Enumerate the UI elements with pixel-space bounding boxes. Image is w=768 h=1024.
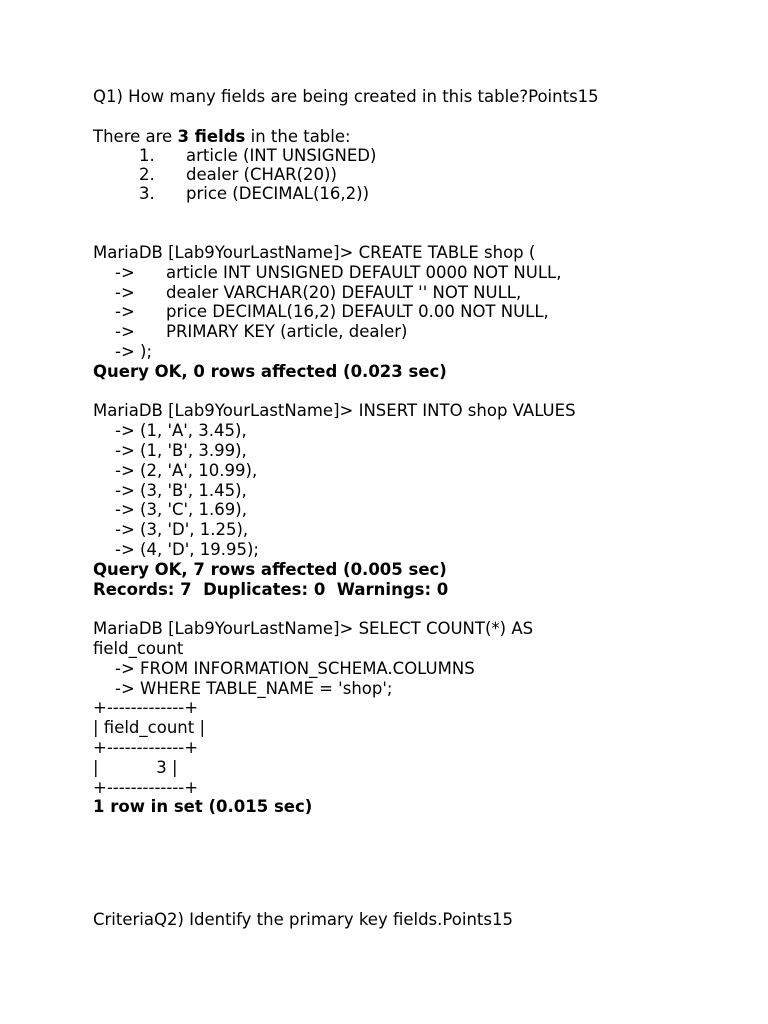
- list-item-text: dealer (CHAR(20)): [186, 165, 337, 185]
- q2-question: CriteriaQ2) Identify the primary key fields.Points15: [93, 910, 513, 930]
- q1-answer-bold: 3 fields: [177, 126, 246, 146]
- list-item-text: price (DECIMAL(16,2)): [186, 184, 370, 204]
- insert-prompt-line: MariaDB [Lab9YourLastName]> INSERT INTO shop VALUES: [93, 401, 576, 421]
- result-table-header: | field_count |: [93, 718, 206, 738]
- field-list: [93, 146, 733, 203]
- select-block: [93, 619, 733, 817]
- continuation-arrow: ->: [115, 282, 135, 302]
- create-prompt-line: MariaDB [Lab9YourLastName]> CREATE TABLE shop (: [93, 242, 536, 262]
- list-item-number: 3.: [139, 184, 155, 204]
- create-result: Query OK, 0 rows affected (0.023 sec): [93, 361, 447, 381]
- insert-row: -> (3, 'C', 1.69),: [115, 500, 247, 520]
- select-from-line: -> FROM INFORMATION_SCHEMA.COLUMNS: [115, 658, 475, 678]
- list-item: [93, 146, 733, 165]
- select-where-line: -> WHERE TABLE_NAME = 'shop';: [115, 678, 393, 698]
- document-page: [93, 87, 733, 930]
- continuation-arrow: ->: [115, 322, 135, 342]
- create-line: [93, 322, 733, 342]
- list-item-number: 2.: [139, 165, 155, 185]
- insert-row: -> (2, 'A', 10.99),: [115, 460, 258, 480]
- insert-row: -> (3, 'B', 1.45),: [115, 480, 247, 500]
- select-prompt-line: MariaDB [Lab9YourLastName]> SELECT COUNT(*) AS: [93, 619, 534, 639]
- insert-block: [93, 401, 733, 599]
- insert-row: -> (1, 'B', 3.99),: [115, 440, 247, 460]
- create-line-text: dealer VARCHAR(20) DEFAULT '' NOT NULL,: [166, 282, 522, 302]
- create-line-text: price DECIMAL(16,2) DEFAULT 0.00 NOT NULL,: [166, 302, 549, 322]
- result-table-border: +-------------+: [93, 698, 199, 718]
- q1-question: Q1) How many fields are being created in this table?Points15: [93, 87, 599, 106]
- list-item: [93, 165, 733, 184]
- result-table-border: +-------------+: [93, 777, 199, 797]
- result-table-row: | 3 |: [93, 757, 178, 777]
- create-line: [93, 302, 733, 322]
- insert-result: Query OK, 7 rows affected (0.005 sec): [93, 559, 447, 579]
- insert-row: -> (4, 'D', 19.95);: [115, 539, 259, 559]
- create-line-text: PRIMARY KEY (article, dealer): [166, 322, 408, 342]
- list-item-number: 1.: [139, 146, 155, 166]
- list-item-text: article (INT UNSIGNED): [186, 146, 377, 166]
- create-close-line: -> );: [115, 341, 153, 361]
- continuation-arrow: ->: [115, 302, 135, 322]
- q1-answer: [93, 127, 733, 147]
- list-item: [93, 184, 733, 203]
- insert-records: Records: 7 Duplicates: 0 Warnings: 0: [93, 579, 449, 599]
- q1-answer-post: in the table:: [245, 126, 351, 146]
- create-line: [93, 283, 733, 303]
- create-table-block: [93, 243, 733, 382]
- continuation-arrow: ->: [115, 262, 135, 282]
- select-result: 1 row in set (0.015 sec): [93, 797, 313, 817]
- create-line: [93, 263, 733, 283]
- result-table-border: +-------------+: [93, 737, 199, 757]
- create-line-text: article INT UNSIGNED DEFAULT 0000 NOT NULL,: [166, 262, 562, 282]
- insert-row: -> (3, 'D', 1.25),: [115, 520, 249, 540]
- insert-row: -> (1, 'A', 3.45),: [115, 421, 247, 441]
- select-prompt-line-2: field_count: [93, 638, 184, 658]
- q1-answer-pre: There are: [93, 126, 178, 146]
